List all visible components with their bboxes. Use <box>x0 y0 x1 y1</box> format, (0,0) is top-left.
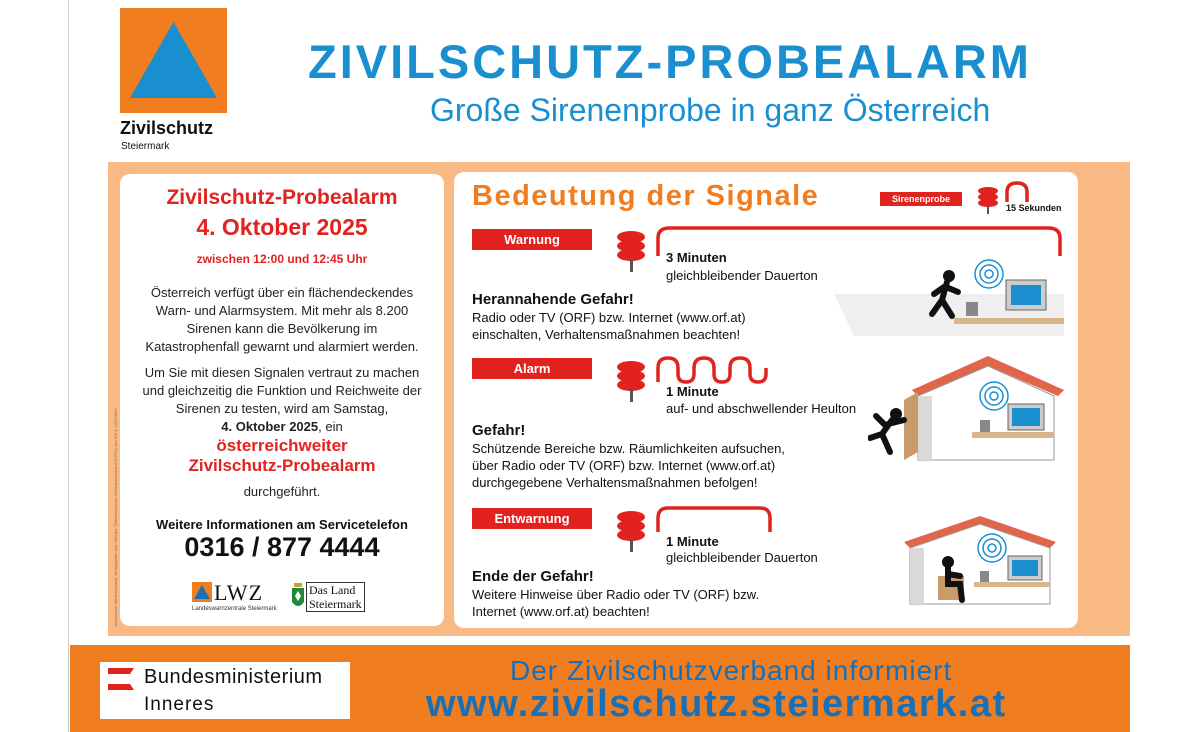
service-label: Weitere Informationen am Servicetelefon <box>156 517 408 532</box>
probe-signal-arc-icon <box>1004 180 1030 204</box>
info-title: Zivilschutz-Probealarm <box>166 186 398 209</box>
alarm-signal-wave <box>654 354 774 386</box>
page-title: ZIVILSCHUTZ-PROBEALARM <box>308 35 1032 88</box>
info-date: 4. Oktober 2025 <box>196 214 368 240</box>
alarm-text: Schützende Bereiche bzw. Räumlichkeiten aufsuchen, über Radio oder TV (ORF) bzw. Internet (www.orf.at) durchgegebene Verhaltensmaßnahmen befolgen! <box>472 441 785 490</box>
siren-icon <box>614 360 648 402</box>
entwarnung-heading: Ende der Gefahr! <box>472 568 594 585</box>
siren-icon <box>614 230 648 272</box>
ministry-logo <box>100 662 350 719</box>
blue-triangle-icon <box>120 8 227 113</box>
info-paragraph-1: Österreich verfügt über ein flächendeckendes Warn- und Alarmsystem. Mit mehr als 8.200 Sirenen kann die Bevölkerung im Katastrophenfall gewarnt und alarmiert werden. <box>145 285 419 354</box>
page-subtitle: Große Sirenenprobe in ganz Österreich <box>430 92 991 128</box>
entwarnung-tag: Entwarnung <box>472 508 592 529</box>
info-date-bold: 4. Oktober 2025 <box>221 419 319 434</box>
entwarnung-text: Weitere Hinweise über Radio oder TV (ORF) bzw. Internet (www.orf.at) beachten! <box>472 587 760 619</box>
footer-info: Der Zivilschutzverband informiert <box>510 655 953 686</box>
signals-card <box>454 172 1078 628</box>
entwarnung-signal-wave <box>654 504 776 536</box>
probe-tag: Sirenenprobe <box>880 192 962 206</box>
warnung-tone: gleichbleibender Dauerton <box>666 268 818 283</box>
warnung-heading: Herannahende Gefahr! <box>472 291 634 308</box>
warnung-tag: Warnung <box>472 229 592 250</box>
alarm-heading: Gefahr! <box>472 422 526 439</box>
ministry-name: Bundesministerium <box>144 666 323 688</box>
entwarnung-duration: 1 Minute <box>666 534 719 549</box>
warnung-duration: 3 Minuten <box>666 250 727 265</box>
siren-icon <box>976 186 1000 214</box>
entwarnung-tone: gleichbleibender Dauerton <box>666 550 818 565</box>
info-paragraph-3: durchgeführt. <box>243 484 321 499</box>
info-time: zwischen 12:00 und 12:45 Uhr <box>196 252 368 266</box>
siren-icon <box>614 510 648 552</box>
alarm-tone: auf- und abschwellender Heulton <box>666 401 857 416</box>
lwz-logo <box>192 580 288 614</box>
house-shelter-illustration <box>868 356 1064 466</box>
house-sitting-person-illustration <box>904 516 1064 610</box>
land-logo-line-2: Steiermark <box>309 597 362 611</box>
austria-flag-icon <box>108 668 134 690</box>
logo-name: Zivilschutz <box>120 118 214 138</box>
service-phone: 0316 / 877 4444 <box>184 532 380 562</box>
land-logo-line-1: Das Land <box>309 583 356 597</box>
zivilschutz-logo <box>120 8 227 113</box>
info-paragraph-2: Um Sie mit diesen Signalen vertraut zu machen und gleichzeitig die Funktion und Reichweite der Sirenen zu testen, wird am Samstag, 4. Oktober 2025, ein <box>142 365 422 434</box>
crest-icon <box>290 582 306 612</box>
warnung-text: Radio oder TV (ORF) bzw. Internet (www.orf.at) einschalten, Verhaltensmaßnahmen beachten! <box>472 310 746 342</box>
lwz-logo-text: LWZ <box>214 580 264 605</box>
logo-region: Steiermark <box>121 141 170 152</box>
land-steiermark-logo <box>290 582 370 616</box>
info-highlight: österreichweiter Zivilschutz-Probealarm <box>188 436 376 475</box>
alarm-duration: 1 Minute <box>666 384 719 399</box>
info-card <box>120 174 444 626</box>
footer-bar <box>70 645 1130 732</box>
footer-url[interactable]: www.zivilschutz.steiermark.at <box>426 683 1007 725</box>
imprint-text: Impressum: Medieninhaber, Herausgeber und Verleger: Österreichischer Zivilschutzverband (ÖZSV), Am Hof 4, 1010 Wien <box>113 408 118 626</box>
alarm-tag: Alarm <box>472 358 592 379</box>
probe-duration: 15 Sekunden <box>1006 203 1062 213</box>
person-running-tv-illustration <box>834 254 1064 336</box>
page-edge-line <box>68 0 69 732</box>
ministry-department: Inneres <box>144 694 215 715</box>
lwz-triangle-icon <box>192 582 212 602</box>
signals-title: Bedeutung der Signale <box>472 180 820 212</box>
lwz-logo-subtitle: Landeswarnzentrale Steiermark <box>192 606 277 612</box>
